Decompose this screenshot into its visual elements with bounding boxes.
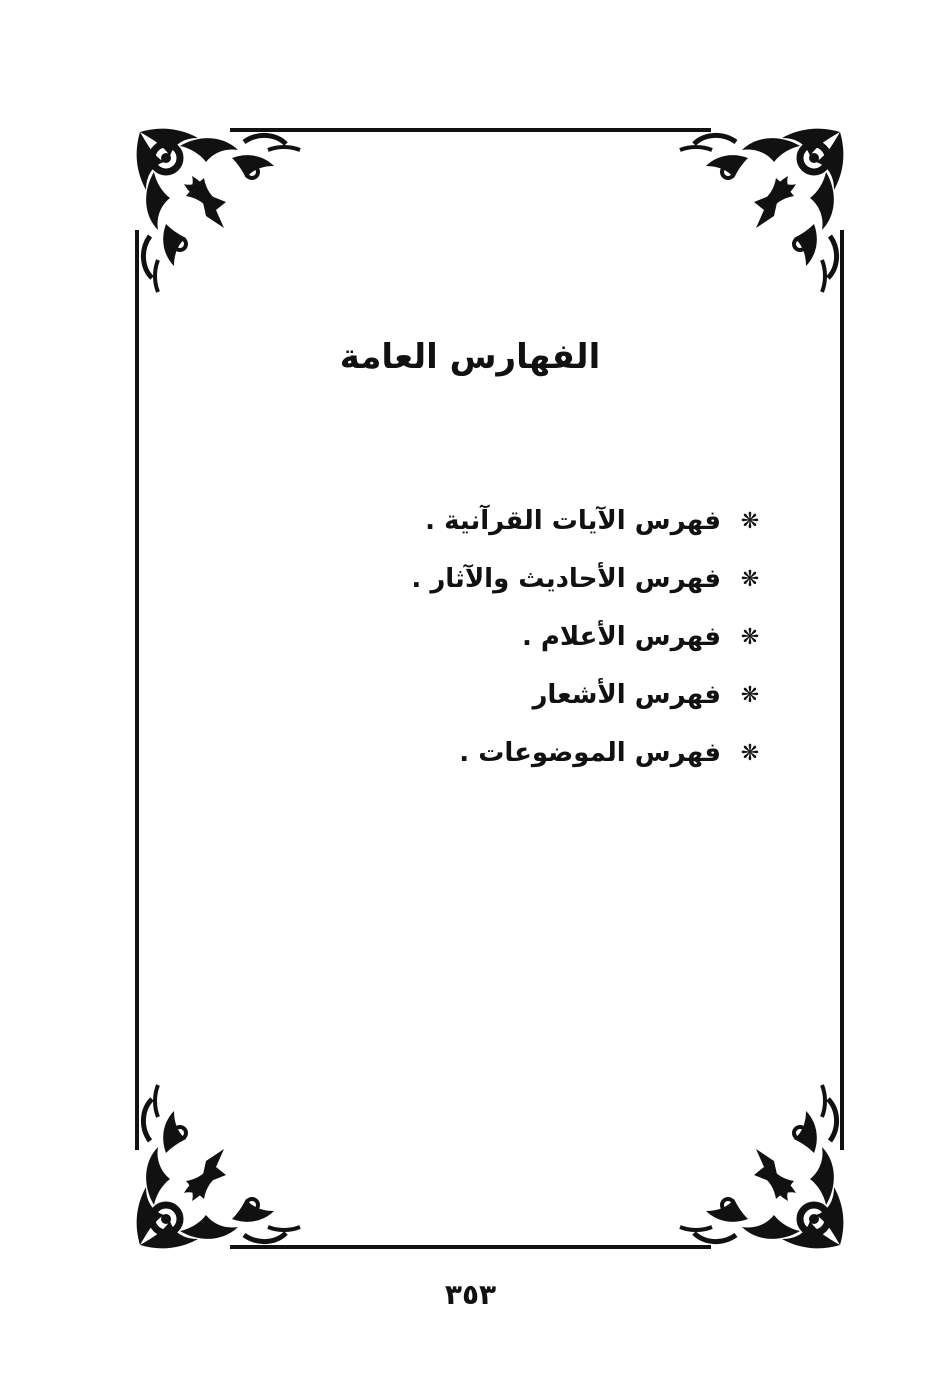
- list-item-label: فهرس الأشعار: [532, 680, 721, 710]
- list-item-topics-index: [201, 724, 761, 782]
- list-item-hadith-index: [201, 550, 761, 608]
- asterisk-bullet-icon: ❋: [740, 740, 760, 766]
- list-item-names-index: [201, 608, 761, 666]
- list-item-label: فهرس الآيات القرآنية .: [425, 506, 721, 536]
- list-item-quran-verses-index: [201, 492, 761, 550]
- asterisk-bullet-icon: ❋: [740, 508, 760, 534]
- corner-ornament-icon-bottom-left: [137, 1085, 300, 1248]
- corner-ornament-icon-top-left: [137, 129, 300, 292]
- corner-ornament-icon-top-right: [680, 129, 843, 292]
- asterisk-bullet-icon: ❋: [740, 682, 760, 708]
- asterisk-bullet-icon: ❋: [740, 566, 760, 592]
- page-number: ٣٥٣: [444, 1278, 497, 1311]
- list-item-label: فهرس الموضوعات .: [459, 738, 721, 768]
- corner-ornament-icon-bottom-right: [680, 1085, 843, 1248]
- list-item-label: فهرس الأعلام .: [521, 622, 721, 652]
- list-item-poetry-index: [201, 666, 761, 724]
- list-item-label: فهرس الأحاديث والآثار .: [411, 564, 721, 594]
- index-list: [201, 492, 761, 782]
- page-title: الفهارس العامة: [339, 337, 601, 377]
- asterisk-bullet-icon: ❋: [740, 624, 760, 650]
